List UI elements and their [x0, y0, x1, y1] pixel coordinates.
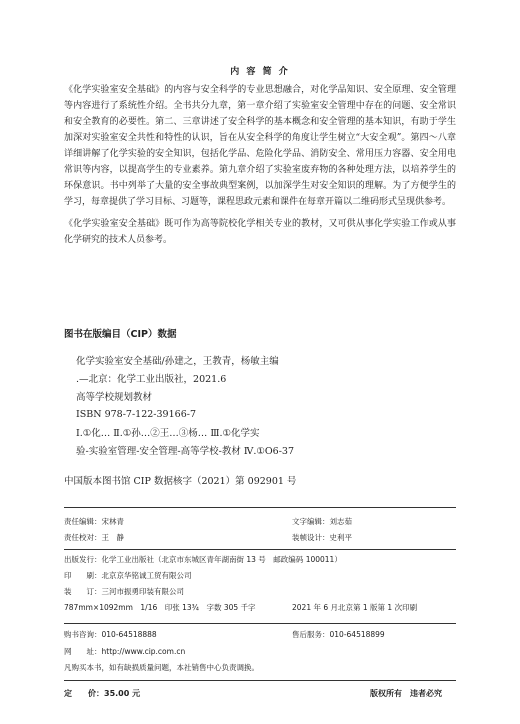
- purchase-contact: 购书咨询：010-64518888: [64, 630, 157, 639]
- cover-design-credit: 装帧设计：史利平: [292, 533, 352, 542]
- cip-line-1: 化学实验室安全基础/孙建之，王教青，杨敏主编: [76, 356, 279, 367]
- website: 网 址：http://www.cip.com.cn: [64, 647, 186, 656]
- cip-isbn: ISBN 978-7-122-39166-7: [76, 409, 196, 420]
- divider: [64, 680, 456, 681]
- divider: [64, 623, 456, 624]
- cip-classification-1: Ⅰ.①化… Ⅱ.①孙…②王…③杨… Ⅲ.①化学实: [76, 428, 260, 439]
- divider: [64, 507, 456, 508]
- text-editor-credit: 文字编辑：刘志茹: [292, 517, 352, 526]
- publisher-info: 出版发行：化学工业出版社（北京市东城区青年湖南街 13 号 邮政编码 100011）: [64, 555, 342, 564]
- cip-line-2: .—北京：化学工业出版社，2021.6: [76, 374, 227, 385]
- printer-info: 印 刷：北京京华铭诚工贸有限公司: [64, 571, 192, 580]
- divider: [64, 549, 456, 550]
- summary-paragraph-2: 《化学实验室安全基础》既可作为高等院校化学相关专业的教材，又可供从事化学实验工作或从事化学研究的技术人员参考。: [64, 219, 456, 245]
- copyright-notice: 版权所有 违者必究: [370, 689, 442, 698]
- summary-heading: 内 容 简 介: [230, 67, 290, 77]
- after-sales-contact: 售后服务：010-64518899: [292, 630, 385, 639]
- cip-title: 图书在版编目（CIP）数据: [64, 329, 177, 340]
- proofreader-credit: 责任校对：王 静: [64, 533, 124, 542]
- edition-info: 2021 年 6 月北京第 1 版第 1 次印刷: [292, 603, 418, 612]
- binder-info: 装 订：三河市振勇印装有限公司: [64, 587, 184, 596]
- exchange-note: 凡购买本书，如有缺损质量问题，本社销售中心负责调换。: [64, 663, 259, 672]
- cip-record-number: 中国版本图书馆 CIP 数据核字（2021）第 092901 号: [64, 476, 297, 487]
- summary-paragraph-1: 《化学实验室安全基础》的内容与安全科学的专业思想融合，对化学品知识、安全原理、安全管理等内容进行了系统性介绍。全书共分九章，第一章介绍了实验室安全管理中存在的问题、安全常识和安全教育的必要性。第二、三章讲述了安全科学的基本概念和安全管理的基本知识，有助于学生加深对实验室安全共性和特性的认识，旨在从安全科学的角度让学生树立“大安全观”。第四～八章详细讲解了化学实验的安全知识，包括化学品、危险化学品、消防安全、常用压力容器、安全用电常识等内容，以提高学生的专业素养。第九章介绍了实验室废弃物的各种处理方法，以培养学生的环保意识。书中列举了大量的安全事故典型案例，以加深学生对安全知识的理解。为了方便学生的学习，每章提供了学习目标、习题等，课程思政元素和课件在每章开篇以二维码形式呈现供参考。: [64, 85, 456, 207]
- format-info: 787mm×1092mm 1/16 印张 13¾ 字数 305 千字: [64, 603, 256, 612]
- cip-classification-2: 验-实验室管理-安全管理-高等学校-教材 Ⅳ.①O6-37: [76, 446, 295, 457]
- price: 定 价：35.00 元: [64, 689, 141, 698]
- editor-credit: 责任编辑：宋林青: [64, 517, 124, 526]
- cip-line-3: 高等学校规划教材: [76, 392, 153, 403]
